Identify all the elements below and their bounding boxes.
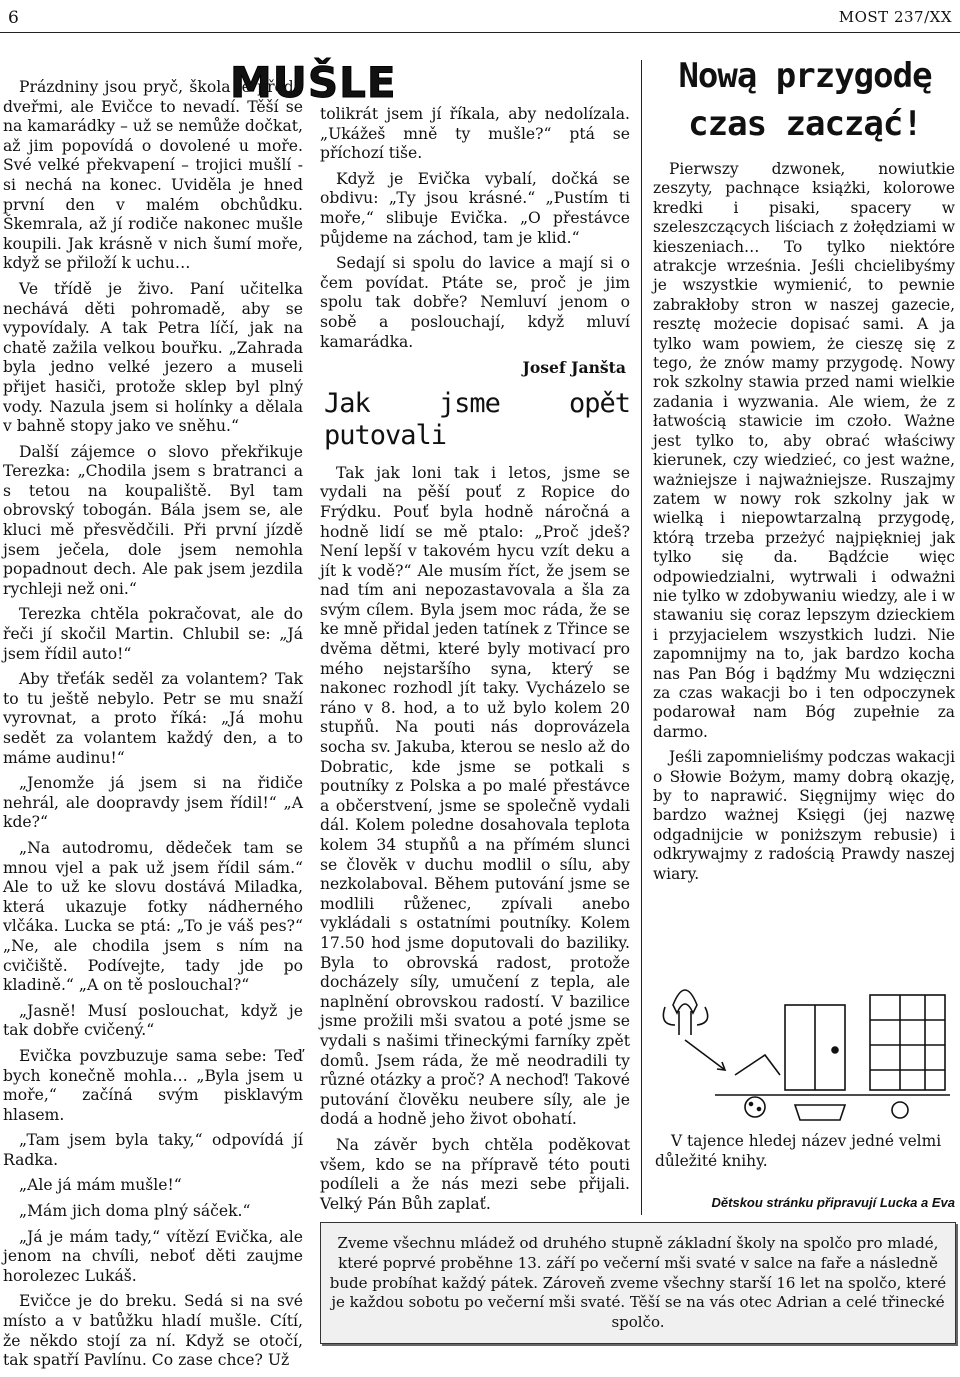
banana-icon [673, 990, 697, 1013]
musle-paragraph: Evička povzbuzuje sama sebe: Teď bych konečně mohla… „Byla jsem u moře,“ začíná svým pisklavým hlasem. [3, 1046, 303, 1124]
musle-paragraph: Terezka chtěla pokračovat, ale do řeči jí skočil Martin. Chlubil se: „Já jsem řídil auto!“ [3, 605, 303, 663]
polish-paragraph: Jeśli zapomnieliśmy podczas wakacji o Słowie Bożym, mamy dobrą okazję, by to naprawić. Sięgnijmy więc do bardzo ważnej Księgi (jej nazwę odgadnijcie w poniższym rebusie) i odkrywajmy z radością Prawdy naszej wiary. [653, 748, 955, 883]
musle-paragraph: tolikrát jsem jí říkala, aby nedolízala. „Ukážeš mně ty mušle?“ ptá se příchozí tiše. [320, 105, 630, 163]
musle-paragraph: Aby třeťák seděl za volantem? Tak to tu ještě nebylo. Petr se mu snaží vyrovnat, a proto říká: „Já mohu sedět za volantem každý den, a to máme audinu!“ [3, 670, 303, 767]
musle-paragraph: Další zájemce o slovo překřikuje Terezka: „Chodila jsem s bratranci a s tetou na koupaliště. Byl tam obrovský tobogán. Bála jsem se, ale kluci mě přesvědčili. Při první jízdě jsem ječela, dole jsem nemohla popadnout dech. Ale pak jsem jezdila rychleji než oni.“ [3, 442, 303, 598]
article-title-musle: MUŠLE [230, 58, 397, 107]
polish-title-line: czas zacząć! [688, 104, 922, 144]
musle-paragraph: „Na autodromu, dědeček tam se mnou vjel a pak už jsem řídil sám.“ Ale to už ke slovu dostává Miladka, která ukazuje fotky nádherného vlčáka. Lucka se ptá: „To je váš pes?“ „Ne, ale chodila jsem s ním na cvičiště. Podívejte, tady jde po kladině.“ „A on tě poslouchal?“ [3, 838, 303, 995]
musle-paragraph: „Jasně! Musí poslouchat, když je tak dobře cvičený.“ [3, 1001, 303, 1040]
grid-icon [870, 995, 945, 1090]
cookie-icon [745, 1097, 765, 1117]
musle-paragraph: Evičce je do breku. Sedá si na své místo a v batůžku hladí mušle. Cítí, že někdo stojí za ní. Když se otočí, tak spatří Pavlínu. Co zase chce? Už [3, 1292, 303, 1370]
musle-paragraph: Sedají si spolu do lavice a mají si o čem povídat. Ptáte se, proč je jim spolu tak dobře? Nemluví jenom o sobě a poslouchají, když mluví kamarádka. [320, 254, 630, 351]
page-header [0, 0, 960, 36]
page-number: 6 [8, 8, 19, 28]
column-right [653, 160, 955, 890]
musle-paragraph: „Jenomže já jsem si na řidiče nehrál, ale doopravdy jsem řídil!“ „A kde?“ [3, 774, 303, 832]
column-middle [320, 105, 630, 1248]
musle-paragraph: Ve třídě je živo. Paní učitelka nechává děti pohromadě, aby se vypovídaly. A tak Petra líčí, jak na chatě zažila velkou bouřku. „Zahrada byla jedno velké jezero a museli přijet hasiči, protože sklep byl plný vody. Nazula jsem si holínky a dělala v bahně stopy jako ve sněhu.“ [3, 279, 303, 436]
page-credit: Dětskou stránku připravují Lucka a Eva [711, 1195, 955, 1210]
polish-title-line: Nową przygodę [678, 56, 932, 96]
musle-paragraph: „Tam jsem byla taky,“ odpovídá jí Radka. [3, 1131, 303, 1169]
column-left [3, 78, 303, 1377]
article-title-putovali: Jak jsme opět putovali [324, 387, 630, 451]
putovali-paragraph: Tak jak loni tak i letos, jsme se vydali na pěší pouť z Ropice do Frýdku. Pouť byla hodně náročná a hodně lidí se mě ptalo: „Proč jdeš? Není lepší v takovém hycu vzít deku a jít k vodě?“ Ale musím říct, že jsem se nad tím ani nepozastavovala a šla za svým cílem. Byla jsem moc ráda, že se ke mně přidal jeden tatínek z Třince se dvěma dětmi, které byly motivací pro mého nejstaršího syna, který se nakonec rozhodl jít taky. Vycházelo se ráno v 8. hod, a to už bylo kolem 20 stupňů. Na pouti nás doprovázela socha sv. Jakuba, kterou se neslo až do Dobratic, kde jsme se potkali s poutníky z Polska a po malé přestávce a občerstvení, jsme se společně vydali dál. Kolem poledne dosahovala teplota kolem 34 stupňů a na přímém slunci se člověk v duchu modlil o sílu, aby nezkolaboval. Během putování jsme se modlili růženec, zpívali anebo vykládali s ostatními poutníky. Kolem 17.50 hod jsme doputovali do baziliky. Byla to obrovská radost, protože docházely síly, umučení z tepla, ale naplnění obrovskou radostí. V bazilice jsme prožili mši svatou a poté jsme se vydali s našimi třineckými farníky zpět domů. Jsem ráda, že mě neodradili ty různé otázky a proč? A nechoď! Takové putování člověku neubere síly, ale je dodá a hodně jeho život obohatí. [320, 463, 630, 1129]
column-divider [641, 60, 642, 1215]
youth-invitation-notice: Zveme všechnu mládež od druhého stupně základní školy na spolčo pro mladé, které poprvé proběhne 13. září po večerní mši svaté v salce na faře a následně bude probíhat každý pátek. Zároveň zveme všechny starší 16 let na spolčo, které je každou sobotu po večerní mši svaté. Těší se na vás otec Adrian a celé třinecké spolčo. [320, 1222, 956, 1344]
musle-author: Josef Janšta [522, 358, 626, 378]
putovali-paragraph: Na závěr bych chtěla poděkovat všem, kdo se na přípravě této pouti podíleli a že nás mezi sebe přijali. Velký Pán Bůh zaplať. [320, 1135, 630, 1213]
polish-article-title [655, 52, 955, 148]
rebus-caption: V tajence hledej název jedné velmi důležité knihy. [655, 1132, 942, 1170]
musle-paragraph: „Ale já mám mušle!“ [19, 1176, 182, 1195]
musle-paragraph: Prázdniny jsou pryč, škola je přede dveřmi, ale Evičce to nevadí. Těší se na kamarádky – už se nemůže dočkat, až jim popovídá o dovolené u moře. Své velké překvapení – trojici mušlí - si nechá na konec. Uviděla je hned první den v malém obchůdku. Škemrala, až jí rodiče nakonec mušle koupili. Jak krásně v nich šumí moře, když se přiloží k uchu… [3, 78, 303, 273]
issue-label: MOST 237/XX [838, 8, 952, 26]
musle-paragraph: Když je Evička vybalí, dočká se obdivu: „Ty jsou krásné.“ „Pustím ti moře,“ slibuje Evička. „O přestávce půjdeme na záchod, tam je klid.“ [320, 169, 630, 247]
musle-paragraph: „Mám jich doma plný sáček.“ [19, 1202, 251, 1221]
polish-paragraph: Pierwszy dzwonek, nowiutkie zeszyty, pachnące książki, kolorowe kredki i pisaki, spacery w szeleszczących liściach z żołędziami w kieszeniach… To tylko niektóre atrakcje września. Jeśli chcielibyśmy je wszystkie wymienić, to pewnie zabrakłoby stron w naszej gazecie, resztę możecie dopisać sami. A ja tylko wam powiem, że cieszę się z tego, że znów mamy przygodę. Nowy rok szkolny stawia przed nami wielkie zadania i wyzwania. Ale wiem, że z łatwością stawicie im czoło. Ważne jest tylko to, aby obrać właściwy kierunek, czy wiedzieć, co jest ważne, ważniejsze i najważniejsze. Ruszajmy zatem w nowy rok szkolny jak w wielką i niepowtarzalną przygodę, którą trzeba przeżyć najpiękniej jak tylko się da. Bądźcie więc odpowiedzialni, wytrwali i odważni nie tylko w zdobywaniu wiedzy, ale i w stawaniu się coraz lepszym dzieckiem i przyjacielem wszystkich ludzi. Nie zapomnijmy na to, jak bardzo kocha nas Pan Bóg i bądźmy Mu wdzięczni za czas wakacji bo i ten odpoczynek podarował nam Bóg zupełnie za darmo. [653, 160, 955, 741]
header-rule [0, 32, 960, 33]
musle-paragraph: „Já je mám tady,“ vítězí Evička, ale jenom na chvíli, neboť děti zaujme horolezec Lukáš. [3, 1227, 303, 1285]
rebus-drawing [655, 965, 955, 1130]
